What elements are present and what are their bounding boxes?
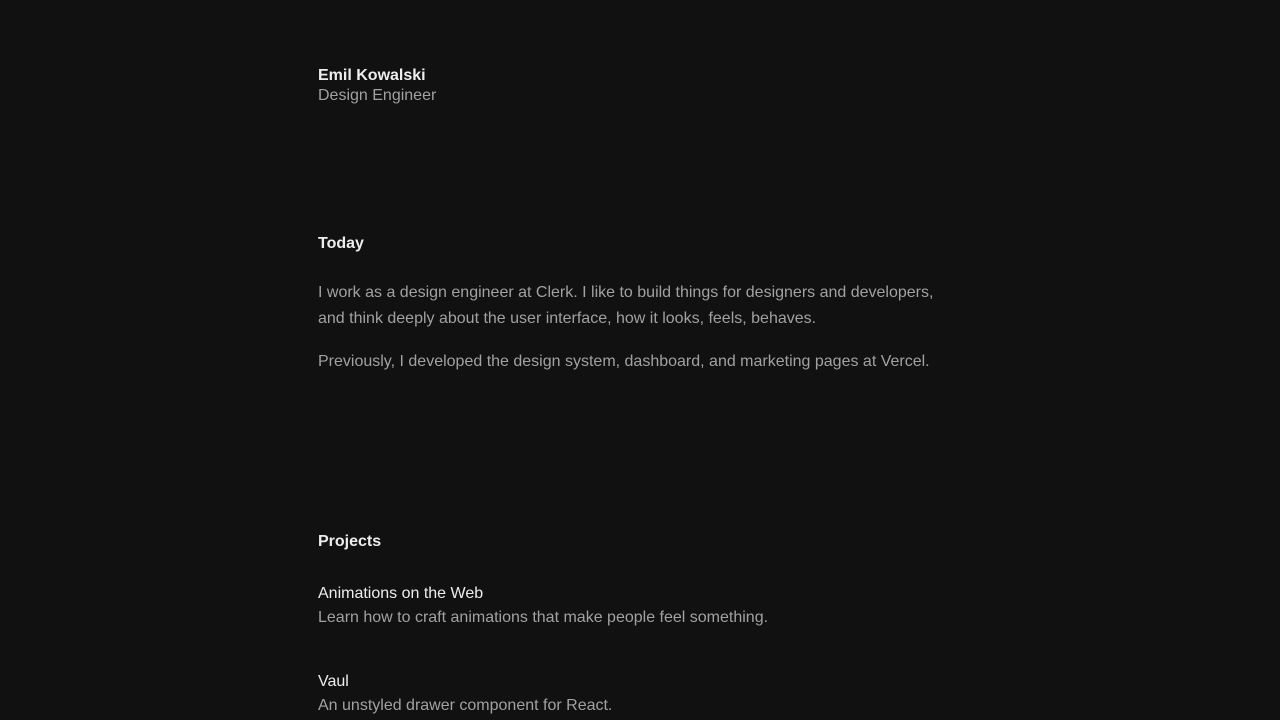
section-heading-projects: Projects [318,533,382,550]
project-description: Learn how to craft animations that make people feel something. [318,609,769,626]
section-heading-today: Today [318,235,364,252]
project-description: An unstyled drawer component for React. [318,697,613,714]
project-link-animations[interactable]: Animations on the Web [318,585,484,602]
today-paragraph-2: Previously, I developed the design system, dashboard, and marketing pages at Vercel. [318,353,930,370]
author-name[interactable]: Emil Kowalski [318,67,426,84]
today-paragraph-1: I work as a design engineer at Clerk. I like to build things for designers and developers, and think deeply about the user interface, how it looks, feels, behaves. [318,284,934,327]
author-role: Design Engineer [318,87,437,104]
project-link-vaul[interactable]: Vaul [318,673,349,690]
